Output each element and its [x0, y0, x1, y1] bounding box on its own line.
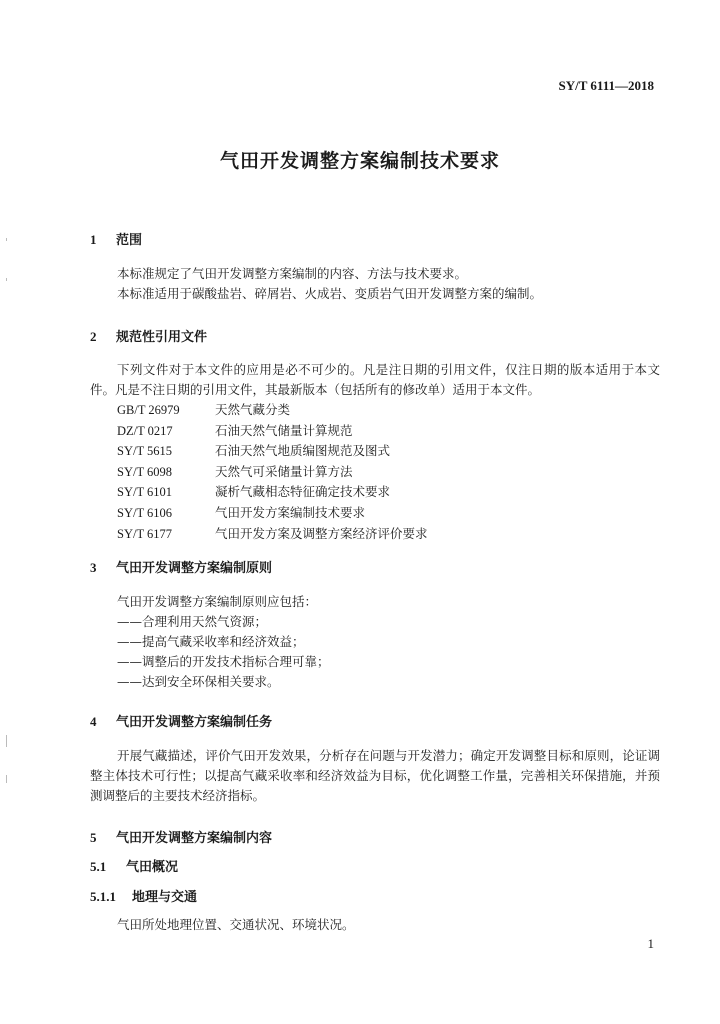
section-2-heading: [90, 326, 207, 345]
reference-code: GB/T 26979: [117, 403, 180, 417]
section-title: 气田开发调整方案编制原则: [116, 561, 273, 576]
section-title: 气田开发调整方案编制内容: [116, 831, 273, 846]
list-item: [117, 441, 428, 462]
principle-list: [117, 612, 330, 692]
subsection-5-1-heading: [90, 856, 178, 875]
list-item: [117, 462, 428, 483]
section-3-heading: [90, 557, 272, 576]
scan-mark: [6, 775, 7, 783]
paragraph: 本标准规定了气田开发调整方案编制的内容、方法与技术要求。: [117, 266, 468, 281]
reference-list: [117, 400, 428, 544]
reference-code: DZ/T 0217: [117, 423, 173, 438]
reference-title: 气田开发方案及调整方案经济评价要求: [215, 525, 428, 541]
list-item: [117, 482, 428, 503]
section-number: 1: [90, 232, 97, 247]
reference-title: 天然气可采储量计算方法: [215, 463, 353, 479]
scan-mark: [6, 278, 7, 281]
section-number: 4: [90, 714, 97, 729]
list-item: [117, 421, 428, 442]
section-title: 气田开发调整方案编制任务: [116, 715, 273, 730]
paragraph: 本标准适用于碳酸盐岩、碎屑岩、火成岩、变质岩气田开发调整方案的编制。: [117, 286, 543, 301]
section-number: 2: [90, 329, 97, 344]
page-number: 1: [647, 936, 654, 951]
reference-code: SY/T 6106: [117, 505, 172, 520]
section-4-heading: [90, 711, 272, 730]
scan-mark: [6, 735, 7, 747]
paragraph: 下列文件对于本文件的应用是必不可少的。凡是注日期的引用文件，仅注日期的版本适用于本文件。凡是不注日期的引用文件，其最新版本（包括所有的修改单）适用于本文件。: [90, 362, 660, 397]
section-title: 气田概况: [126, 860, 179, 875]
list-item: ——达到安全环保相关要求。: [117, 674, 280, 689]
section-number: 5.1.1: [90, 889, 116, 904]
section-title: 规范性引用文件: [116, 330, 208, 345]
paragraph: 气田所处地理位置、交通状况、环境状况。: [117, 917, 355, 932]
document-title: 气田开发调整方案编制技术要求: [219, 150, 500, 172]
list-item: ——调整后的开发技术指标合理可靠；: [117, 654, 330, 669]
list-item: [117, 503, 428, 524]
reference-title: 天然气藏分类: [215, 402, 291, 417]
reference-code: SY/T 6098: [117, 464, 172, 479]
section-number: 5: [90, 830, 97, 845]
section-1-heading: [90, 229, 142, 248]
list-item: ——合理利用天然气资源；: [117, 614, 268, 629]
reference-title: 石油天然气地质编图规范及图式: [215, 443, 391, 459]
reference-title: 凝析气藏相态特征确定技术要求: [215, 484, 391, 500]
list-item: [117, 400, 428, 421]
reference-code: SY/T 5615: [117, 444, 172, 459]
standard-code: SY/T 6111—2018: [558, 78, 654, 93]
list-item: [117, 524, 428, 545]
section-title: 地理与交通: [132, 890, 198, 905]
reference-title: 石油天然气储量计算规范: [215, 422, 353, 438]
list-item: ——提高气藏采收率和经济效益；: [117, 634, 305, 649]
reference-code: SY/T 6177: [117, 526, 172, 541]
reference-title: 气田开发方案编制技术要求: [215, 504, 366, 520]
section-number: 3: [90, 560, 97, 575]
section-title: 范围: [116, 233, 143, 248]
subsection-5-1-1-heading: [90, 886, 197, 905]
paragraph: 气田开发调整方案编制原则应包括：: [117, 594, 318, 609]
reference-code: SY/T 6101: [117, 485, 172, 500]
scan-mark: [6, 238, 7, 241]
paragraph: 开展气藏描述，评价气田开发效果，分析存在问题与开发潜力；确定开发调整目标和原则，论证调整主体技术可行性；以提高气藏采收率和经济效益为目标，优化调整工作量，完善相关环保措施，并预测调整后的主要技术经济指标。: [90, 748, 660, 803]
section-number: 5.1: [90, 859, 107, 874]
section-5-heading: [90, 827, 272, 846]
